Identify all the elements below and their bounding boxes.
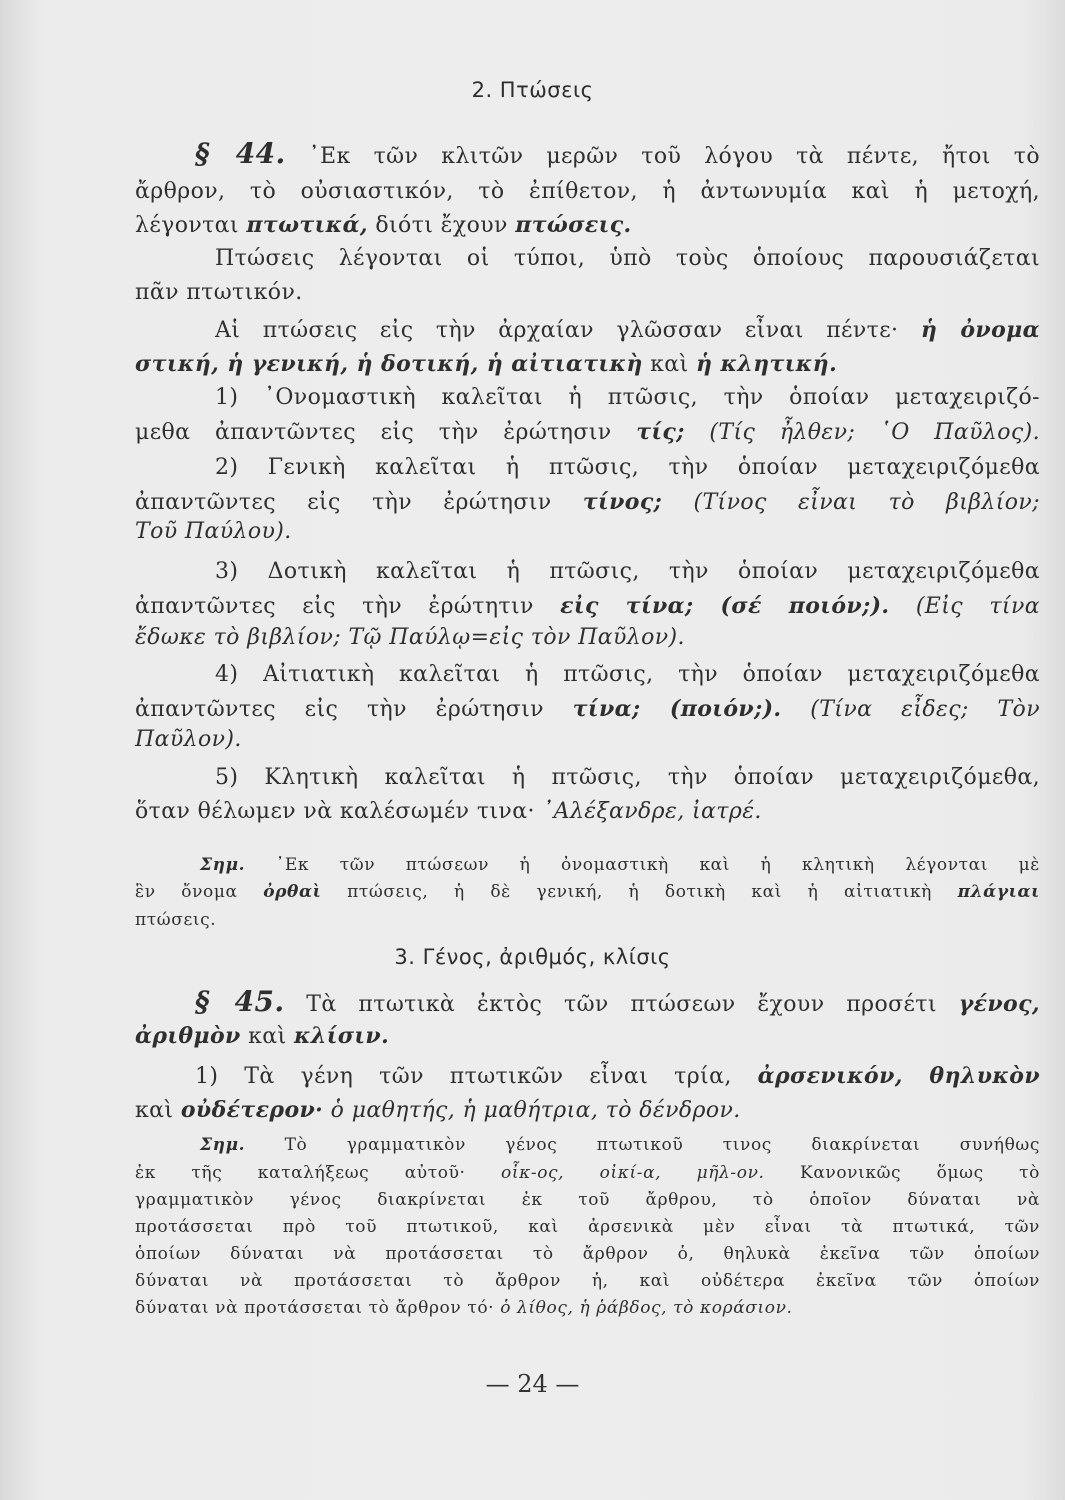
- text: ἐκ τῆς καταλήξεως αὐτοῦ·: [135, 1163, 466, 1183]
- note-label: Σημ.: [200, 1135, 246, 1155]
- text: διότι ἔχουν: [375, 213, 508, 238]
- case-line: [135, 418, 1040, 447]
- example: (Τίς ἦλθεν; ῾Ο Παῦλος).: [709, 420, 1040, 445]
- text: ἀπαντῶντες εἰς τὴν ἐρώτησιν: [135, 490, 552, 515]
- case-line: 1) ᾿Ονομαστικὴ καλεῖται ἡ πτῶσις, τὴν ὁποίαν μεταχειριζό-: [215, 385, 1040, 410]
- text: καὶ: [135, 1098, 174, 1123]
- paragraph-line: Πτώσεις λέγονται οἱ τύποι, ὑπὸ τοὺς ὁποίους παρουσιάζεται: [215, 246, 1040, 271]
- case-line: [135, 695, 1040, 724]
- text: Τὰ πτωτικὰ ἐκτὸς τῶν πτώσεων ἔχουν προσέτι: [306, 992, 937, 1017]
- text: λέγονται: [135, 213, 239, 238]
- paragraph-45-line: [195, 1062, 1040, 1091]
- bold-term: ἡ ὀνομα: [920, 317, 1040, 343]
- example: (Εἰς τίνα: [915, 594, 1040, 619]
- case-line: [135, 592, 1040, 621]
- text: πτώσεις, ἡ δὲ γενική, ἡ δοτικὴ καὶ ἡ αἰτιατικὴ: [347, 882, 932, 902]
- case-line: 2) Γενικὴ καλεῖται ἡ πτῶσις, τὴν ὁποίαν μεταχειριζόμεθα: [215, 455, 1040, 480]
- case-line: ἔδωκε τὸ βιβλίον; Τῷ Παύλῳ=εἰς τὸν Παῦλον).: [135, 625, 685, 650]
- note-line: ὁποίων δύναται νὰ προτάσσεται τὸ ἄρθρον ὁ, θηλυκὰ ἐκεῖνα τῶν ὁποίων: [135, 1244, 1040, 1264]
- note-line: προτάσσεται πρὸ τοῦ πτωτικοῦ, καὶ ἀρσενικὰ μὲν εἶναι τὰ πτωτικά, τῶν: [135, 1217, 1040, 1237]
- paragraph-44-line: [195, 137, 1040, 171]
- example: οἶκ-ος, οἰκί-α, μῆλ-ον.: [501, 1163, 765, 1183]
- text: μεθα ἀπαντῶντες εἰς τὴν ἐρώτησιν: [135, 420, 612, 445]
- bold-term: στική, ἡ γενική, ἡ δοτική, ἡ αἰτιατικὴ: [135, 351, 643, 377]
- section-mark-45: § 45.: [195, 985, 285, 1018]
- case-line: Παῦλον).: [135, 727, 242, 752]
- case-line: 5) Κλητικὴ καλεῖται ἡ πτῶσις, τὴν ὁποίαν μεταχειριζόμεθα,: [215, 765, 1040, 790]
- note-line: [200, 1133, 1040, 1157]
- note-line: δύναται νὰ προτάσσεται τὸ ἄρθρον ἡ, καὶ οὐδέτερα ἐκεῖνα τῶν ὁποίων: [135, 1271, 1040, 1291]
- note-line: [200, 853, 1040, 877]
- case-line: [135, 798, 1040, 826]
- case-line: 4) Αἰτιατικὴ καλεῖται ἡ πτῶσις, τὴν ὁποίαν μεταχειριζόμεθα: [215, 662, 1040, 687]
- note-line: [135, 1296, 1040, 1320]
- text: ἀπαντῶντες εἰς τὴν ἐρώτησιν: [135, 697, 544, 722]
- text: ἓν ὄνομα: [135, 882, 238, 902]
- section-heading-cases: 2. Πτώσεις: [471, 78, 594, 102]
- paragraph-45-line: [135, 1096, 1040, 1125]
- note-label: Σημ.: [200, 855, 246, 875]
- section-mark-44: § 44.: [195, 137, 286, 170]
- note-line: [135, 1161, 1040, 1185]
- example: ὁ μαθητής, ἡ μαθήτρια, τὸ δένδρον.: [330, 1098, 741, 1123]
- text: Τὸ γραμματικὸν γένος πτωτικοῦ τινος διακρίνεται συνήθως: [284, 1135, 1040, 1155]
- paragraph-44-line: [135, 211, 1040, 240]
- note-line: πτώσεις.: [135, 910, 217, 930]
- text: ᾿Εκ τῶν πτώσεων ἡ ὀνομαστικὴ καὶ ἡ κλητικὴ λέγονται μὲ: [275, 855, 1040, 875]
- paragraph-line: [135, 350, 1040, 379]
- bold-term: πλάγιαι: [957, 882, 1040, 902]
- text: 1) Τὰ γένη τῶν πτωτικῶν εἶναι τρία,: [195, 1064, 732, 1089]
- text: ᾿Εκ τῶν κλιτῶν μερῶν τοῦ λόγου τὰ πέντε, ἤτοι τὸ: [308, 144, 1040, 169]
- paragraph-line: πᾶν πτωτικόν.: [135, 280, 303, 305]
- bold-term: ἀρσενικόν, θηλυκὸν: [757, 1063, 1040, 1089]
- bold-term: ἡ κλητική.: [695, 351, 838, 377]
- bold-term: πτωτικά,: [246, 212, 368, 238]
- bold-term: κλίσιν.: [293, 1023, 390, 1049]
- paragraph-line: [215, 316, 1040, 345]
- bold-term: τίνος;: [582, 489, 663, 515]
- text: καὶ: [248, 1024, 287, 1049]
- text: Αἱ πτώσεις εἰς τὴν ἀρχαίαν γλῶσσαν εἶναι πέντε·: [215, 318, 899, 343]
- page-number: — 24 —: [485, 1370, 580, 1398]
- paragraph-44-line: ἄρθρον, τὸ οὐσιαστικόν, τὸ ἐπίθετον, ἡ ἀντωνυμία καὶ ἡ μετοχή,: [135, 179, 1040, 204]
- example: ὁ λίθος, ἡ ῥάβδος, τὸ κοράσιον.: [500, 1298, 793, 1318]
- bold-term: τίς;: [636, 419, 685, 445]
- bold-term: ἀριθμὸν: [135, 1023, 241, 1049]
- paragraph-45-line: [135, 1022, 1040, 1051]
- bold-term: οὐδέτερον·: [180, 1097, 324, 1123]
- case-line: 3) Δοτικὴ καλεῖται ἡ πτῶσις, τὴν ὁποίαν μεταχειριζόμεθα: [215, 559, 1040, 584]
- case-line: [135, 488, 1040, 517]
- example: ᾿Αλέξανδρε, ἰατρέ.: [542, 799, 762, 824]
- text: Κανονικῶς ὅμως τὸ: [800, 1163, 1040, 1183]
- text: δύναται νὰ προτάσσεται τὸ ἄρθρον τό·: [135, 1298, 495, 1318]
- text: καὶ: [650, 352, 689, 377]
- paragraph-45-line: [195, 985, 1040, 1019]
- bold-term: τίνα; (ποιόν;).: [572, 696, 782, 722]
- bold-term: εἰς τίνα; (σέ ποιόν;).: [560, 593, 890, 619]
- text: ἀπαντῶντες εἰς τὴν ἐρώτητιν: [135, 594, 534, 619]
- note-line: [135, 880, 1040, 904]
- example: (Τίνα εἶδες; Τὸν: [810, 697, 1040, 722]
- bold-term: πτώσεις.: [515, 212, 632, 238]
- case-line: Τοῦ Παύλου).: [135, 519, 292, 544]
- text: ὅταν θέλωμεν νὰ καλέσωμέν τινα·: [135, 799, 535, 824]
- bold-term: γένος,: [958, 991, 1040, 1017]
- section-heading-gender: 3. Γένος, ἀριθμός, κλίσις: [394, 945, 671, 969]
- note-line: γραμματικὸν γένος διακρίνεται ἐκ τοῦ ἄρθρου, τὸ ὁποῖον δύναται νὰ: [135, 1190, 1040, 1210]
- example: (Τίνος εἶναι τὸ βιβλίον;: [693, 490, 1040, 515]
- bold-term: ὀρθαὶ: [263, 882, 322, 902]
